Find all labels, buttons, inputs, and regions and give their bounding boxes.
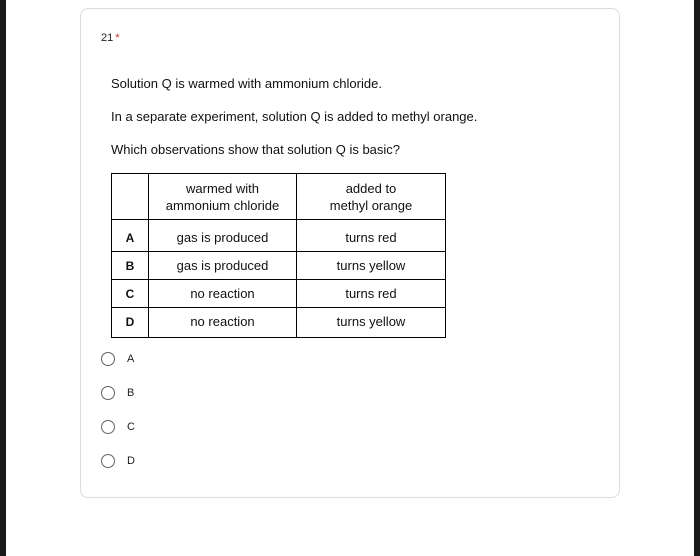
row-ammonium-result: no reaction [149,308,297,338]
table-header-row [112,174,446,220]
header-ammonium-label: warmed with ammonium chloride [165,180,280,213]
row-methyl-orange-result: turns red [297,220,446,252]
left-edge [0,0,6,556]
option-label[interactable]: A [127,353,135,365]
table-row [112,308,446,338]
radio-button-icon[interactable] [101,352,115,366]
question-stem-line-1: Solution Q is warmed with ammonium chloride. [111,76,382,91]
question-stem-line-2: In a separate experiment, solution Q is added to methyl orange. [111,109,478,124]
option-b[interactable] [101,383,135,403]
header-methyl-orange-label: added to methyl orange [329,180,413,213]
row-methyl-orange-result: turns red [297,280,446,308]
row-methyl-orange-result: turns yellow [297,252,446,280]
table-header-ammonium [149,174,297,220]
option-label[interactable]: C [127,421,135,433]
question-header [101,32,120,44]
row-key: A [112,220,149,252]
table-row [112,252,446,280]
option-label[interactable]: B [127,387,135,399]
right-edge [694,0,700,556]
required-asterisk: * [115,32,120,44]
row-key: B [112,252,149,280]
question-card [80,8,620,498]
option-a[interactable] [101,349,135,369]
row-ammonium-result: gas is produced [149,220,297,252]
table-header-key [112,174,149,220]
option-d[interactable] [101,451,135,471]
option-c[interactable] [101,417,135,437]
row-ammonium-result: gas is produced [149,252,297,280]
observations-table [111,173,446,338]
question-stem-line-3: Which observations show that solution Q is basic? [111,142,401,157]
row-key: D [112,308,149,338]
answer-options [101,349,135,485]
question-number: 21 [101,32,114,44]
row-ammonium-result: no reaction [149,280,297,308]
table-row [112,280,446,308]
radio-button-icon[interactable] [101,454,115,468]
radio-button-icon[interactable] [101,420,115,434]
table-header-methyl-orange [297,174,446,220]
row-key: C [112,280,149,308]
option-label[interactable]: D [127,455,135,467]
radio-button-icon[interactable] [101,386,115,400]
row-methyl-orange-result: turns yellow [297,308,446,338]
table-row [112,220,446,252]
